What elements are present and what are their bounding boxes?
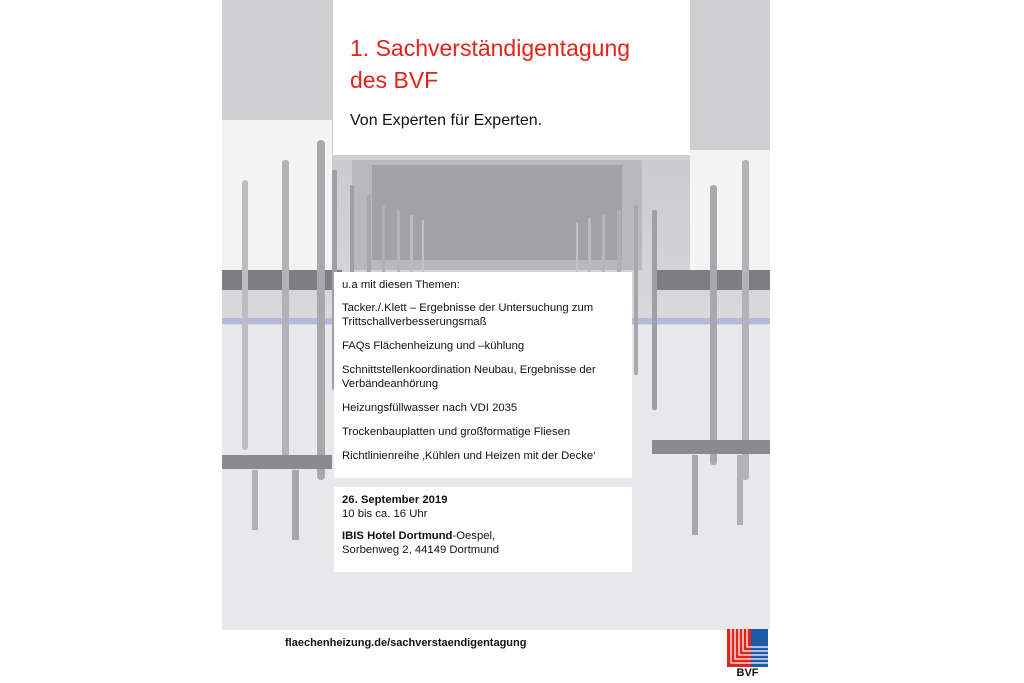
topic-item: Richtlinienreihe ‚Kühlen und Heizen mit der Decke‘ xyxy=(342,450,596,462)
event-time: 10 bis ca. 16 Uhr xyxy=(342,508,428,520)
event-address: Sorbenweg 2, 44149 Dortmund xyxy=(342,544,500,556)
bvf-logo xyxy=(727,629,768,679)
topic-item: Schnittstellenkoordination Neubau, Ergebnisse der Verbändeanhörung xyxy=(342,364,596,390)
venue-suffix: -Oespel, xyxy=(452,530,496,542)
event-url[interactable]: flaechenheizung.de/sachverstaendigentagung xyxy=(285,637,527,649)
poster xyxy=(222,0,770,683)
topic-item: FAQs Flächenheizung und –kühlung xyxy=(342,340,525,352)
event-date: 26. September 2019 xyxy=(342,494,448,506)
venue-name: IBIS Hotel Dortmund xyxy=(342,530,453,542)
title-card xyxy=(333,0,690,155)
topic-item: Tacker./.Klett – Ergebnisse der Untersuchung zum Trittschallverbesserungsmaß xyxy=(342,302,594,328)
topics-card xyxy=(334,272,632,478)
topics-intro: u.a mit diesen Themen: xyxy=(342,279,460,291)
event-subtitle: Von Experten für Experten. xyxy=(350,112,543,129)
topic-item: Trockenbauplatten und großformatige Fliesen xyxy=(342,426,571,438)
event-details-card xyxy=(334,487,632,572)
bvf-logo-mark xyxy=(727,629,768,667)
event-venue xyxy=(342,529,624,543)
bvf-logo-text: BVF xyxy=(736,667,759,679)
event-title: 1. Sachverständigentagung des BVF xyxy=(350,35,631,93)
topic-item: Heizungsfüllwasser nach VDI 2035 xyxy=(342,402,518,414)
